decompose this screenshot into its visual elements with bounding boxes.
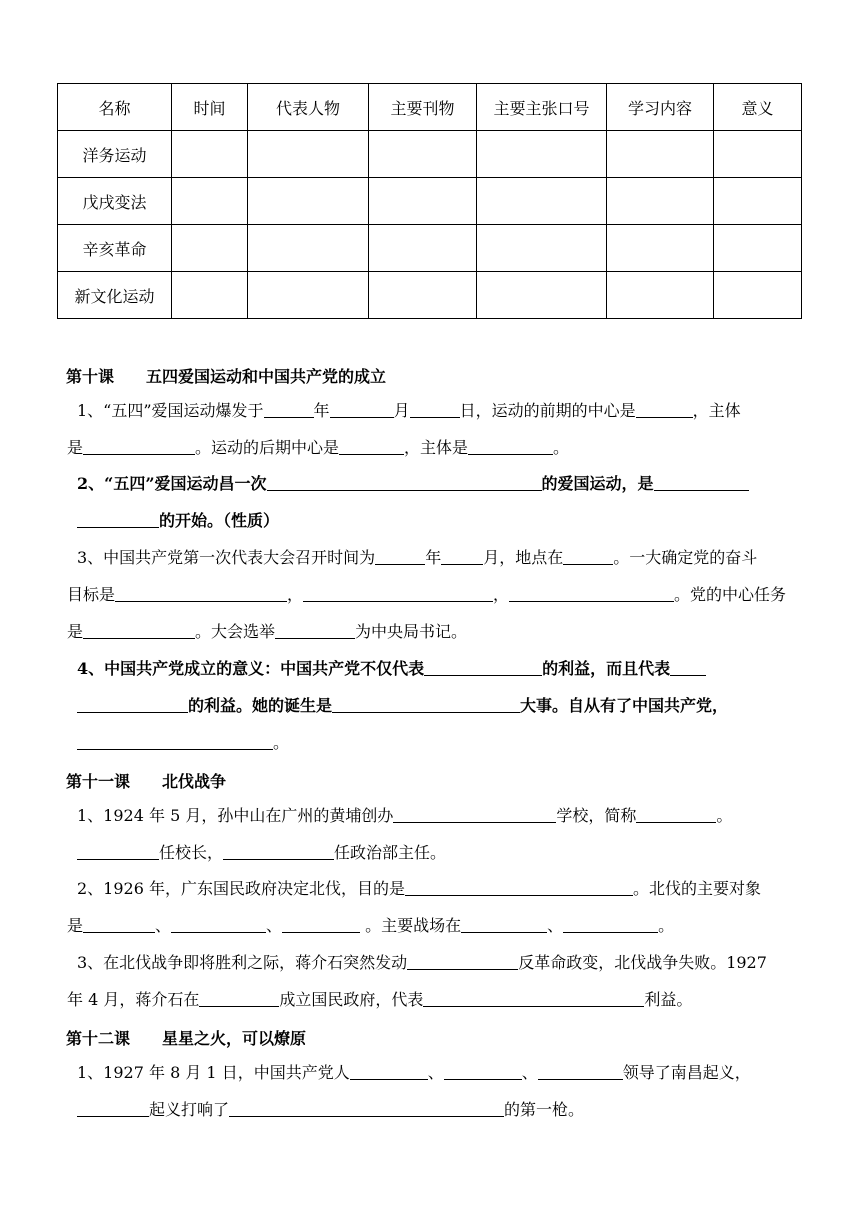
question-text: 。 bbox=[716, 806, 733, 825]
question-line bbox=[77, 1100, 584, 1120]
question-text: 为中央局书记。 bbox=[355, 622, 468, 641]
fill-blank[interactable] bbox=[171, 916, 266, 933]
lesson-title: 北伐战争 bbox=[162, 772, 227, 791]
header-cell: 时间 bbox=[172, 84, 248, 131]
question-text: 、 bbox=[547, 916, 564, 935]
fill-blank[interactable] bbox=[223, 843, 334, 860]
question-text: 、 bbox=[427, 1063, 444, 1082]
question-text: 的开始。（性质） bbox=[159, 511, 280, 530]
fill-blank[interactable] bbox=[509, 585, 674, 602]
question-text: ，主体 bbox=[692, 401, 741, 420]
fill-blank[interactable] bbox=[275, 622, 355, 639]
blank-cell[interactable] bbox=[248, 131, 369, 178]
fill-blank[interactable] bbox=[444, 1063, 522, 1080]
question-text: 利益。 bbox=[644, 990, 693, 1009]
fill-blank[interactable] bbox=[77, 696, 188, 713]
fill-blank[interactable] bbox=[563, 916, 658, 933]
question-text: 。运动的后期中心是 bbox=[195, 438, 340, 457]
fill-blank[interactable] bbox=[424, 659, 542, 676]
question-text: 是 bbox=[67, 916, 84, 935]
question-text: 、 bbox=[266, 916, 283, 935]
fill-blank[interactable] bbox=[654, 474, 749, 491]
blank-cell[interactable] bbox=[248, 272, 369, 319]
fill-blank[interactable] bbox=[636, 401, 693, 418]
question-text: 任政治部主任。 bbox=[334, 843, 447, 862]
blank-cell[interactable] bbox=[714, 178, 802, 225]
fill-blank[interactable] bbox=[461, 916, 547, 933]
blank-cell[interactable] bbox=[477, 272, 607, 319]
row-label: 洋务运动 bbox=[58, 131, 172, 178]
blank-cell[interactable] bbox=[172, 272, 248, 319]
question-line bbox=[77, 953, 767, 973]
fill-blank[interactable] bbox=[282, 916, 360, 933]
question-text: 。党的中心任务 bbox=[674, 585, 787, 604]
question-text: 是 bbox=[67, 438, 84, 457]
question-line bbox=[67, 438, 569, 458]
fill-blank[interactable] bbox=[339, 438, 404, 455]
question-line bbox=[77, 843, 446, 863]
fill-blank[interactable] bbox=[77, 1100, 149, 1117]
question-line bbox=[77, 659, 706, 679]
table-row bbox=[58, 178, 802, 225]
question-text: 的利益。她的诞生是 bbox=[188, 696, 333, 715]
question-text: 。主要战场在 bbox=[360, 916, 462, 935]
question-text: 领导了南昌起义， bbox=[622, 1063, 751, 1082]
fill-blank[interactable] bbox=[407, 953, 518, 970]
question-text: 。大会选举 bbox=[195, 622, 276, 641]
blank-cell[interactable] bbox=[477, 178, 607, 225]
question-line bbox=[67, 622, 467, 642]
lesson-number: 第十一课 bbox=[66, 772, 131, 791]
blank-cell[interactable] bbox=[607, 131, 714, 178]
fill-blank[interactable] bbox=[77, 843, 159, 860]
fill-blank[interactable] bbox=[77, 733, 273, 750]
fill-blank[interactable] bbox=[441, 548, 483, 565]
question-text: 。一大确定党的奋斗 bbox=[613, 548, 758, 567]
question-text: 大事。自从有了中国共产党， bbox=[520, 696, 729, 715]
table-row bbox=[58, 272, 802, 319]
question-text: 1、“五四”爱国运动爆发于 bbox=[77, 401, 264, 420]
lesson-number: 第十二课 bbox=[66, 1029, 131, 1048]
fill-blank[interactable] bbox=[393, 806, 556, 823]
question-text: 月，地点在 bbox=[483, 548, 564, 567]
fill-blank[interactable] bbox=[670, 659, 706, 676]
question-text: 月 bbox=[393, 401, 410, 420]
blank-cell[interactable] bbox=[607, 225, 714, 272]
blank-cell[interactable] bbox=[172, 178, 248, 225]
question-text: 起义打响了 bbox=[149, 1100, 230, 1119]
lesson-12-heading bbox=[66, 1026, 306, 1049]
question-text: 成立国民政府，代表 bbox=[279, 990, 424, 1009]
question-text: 。 bbox=[273, 733, 290, 752]
blank-cell[interactable] bbox=[172, 225, 248, 272]
fill-blank[interactable] bbox=[423, 990, 644, 1007]
question-text: 的第一枪。 bbox=[504, 1100, 585, 1119]
question-text: ， bbox=[287, 585, 304, 604]
blank-cell[interactable] bbox=[477, 225, 607, 272]
question-text: 、 bbox=[155, 916, 172, 935]
table-header-row bbox=[58, 84, 802, 131]
lesson-title: 五四爱国运动和中国共产党的成立 bbox=[146, 367, 387, 386]
question-line bbox=[77, 474, 749, 494]
question-text: 。北伐的主要对象 bbox=[633, 879, 762, 898]
fill-blank[interactable] bbox=[83, 916, 155, 933]
fill-blank[interactable] bbox=[563, 548, 613, 565]
question-text: ，主体是 bbox=[404, 438, 469, 457]
blank-cell[interactable] bbox=[369, 178, 477, 225]
table-row bbox=[58, 131, 802, 178]
question-text: 。 bbox=[658, 916, 675, 935]
question-text: 2、“五四”爱国运动昌一次 bbox=[77, 474, 267, 493]
question-text: 年 bbox=[313, 401, 330, 420]
fill-blank[interactable] bbox=[332, 696, 520, 713]
row-label: 戊戌变法 bbox=[58, 178, 172, 225]
question-text: 是 bbox=[67, 622, 84, 641]
table-row bbox=[58, 225, 802, 272]
blank-cell[interactable] bbox=[248, 178, 369, 225]
fill-blank[interactable] bbox=[267, 474, 542, 491]
comparison-table bbox=[57, 83, 802, 319]
header-cell: 学习内容 bbox=[607, 84, 714, 131]
fill-blank[interactable] bbox=[410, 401, 460, 418]
question-text: 。 bbox=[553, 438, 570, 457]
fill-blank[interactable] bbox=[350, 1063, 428, 1080]
blank-cell[interactable] bbox=[369, 272, 477, 319]
question-line bbox=[77, 879, 761, 899]
blank-cell[interactable] bbox=[607, 272, 714, 319]
blank-cell[interactable] bbox=[714, 131, 802, 178]
question-line bbox=[77, 1063, 751, 1083]
question-line bbox=[77, 696, 728, 716]
lesson-10-heading bbox=[66, 364, 386, 387]
fill-blank[interactable] bbox=[330, 401, 394, 418]
fill-blank[interactable] bbox=[468, 438, 553, 455]
question-text: 2、1926 年，广东国民政府决定北伐，目的是 bbox=[77, 879, 405, 898]
question-line bbox=[77, 806, 732, 826]
question-text: 3、中国共产党第一次代表大会召开时间为 bbox=[77, 548, 376, 567]
question-line bbox=[77, 733, 289, 753]
fill-blank[interactable] bbox=[375, 548, 425, 565]
header-cell: 意义 bbox=[714, 84, 802, 131]
question-line bbox=[77, 401, 741, 421]
question-text: 年 bbox=[425, 548, 442, 567]
row-label: 新文化运动 bbox=[58, 272, 172, 319]
fill-blank[interactable] bbox=[636, 806, 716, 823]
header-cell: 主要主张口号 bbox=[477, 84, 607, 131]
question-text: 学校，简称 bbox=[556, 806, 637, 825]
question-line bbox=[67, 990, 692, 1010]
fill-blank[interactable] bbox=[405, 879, 633, 896]
header-cell: 主要刊物 bbox=[369, 84, 477, 131]
question-text: 、 bbox=[521, 1063, 538, 1082]
lesson-title: 星星之火，可以燎原 bbox=[162, 1029, 307, 1048]
fill-blank[interactable] bbox=[199, 990, 279, 1007]
header-cell: 代表人物 bbox=[248, 84, 369, 131]
fill-blank[interactable] bbox=[303, 585, 493, 602]
question-text: 年 4 月，蒋介石在 bbox=[67, 990, 200, 1009]
fill-blank[interactable] bbox=[83, 438, 195, 455]
blank-cell[interactable] bbox=[714, 225, 802, 272]
question-text: 4、中国共产党成立的意义：中国共产党不仅代表 bbox=[77, 659, 425, 678]
blank-cell[interactable] bbox=[172, 131, 248, 178]
fill-blank[interactable] bbox=[77, 511, 159, 528]
fill-blank[interactable] bbox=[115, 585, 287, 602]
row-label: 辛亥革命 bbox=[58, 225, 172, 272]
question-text: 的爱国运动，是 bbox=[541, 474, 654, 493]
fill-blank[interactable] bbox=[83, 622, 195, 639]
question-text: 日，运动的前期的中心是 bbox=[459, 401, 636, 420]
fill-blank[interactable] bbox=[229, 1100, 504, 1117]
question-text: ， bbox=[493, 585, 510, 604]
question-line bbox=[77, 511, 279, 531]
question-line bbox=[77, 548, 757, 568]
fill-blank[interactable] bbox=[264, 401, 314, 418]
header-cell: 名称 bbox=[58, 84, 172, 131]
lesson-11-heading bbox=[66, 769, 226, 792]
question-text: 目标是 bbox=[67, 585, 116, 604]
question-text: 1、1927 年 8 月 1 日，中国共产党人 bbox=[77, 1063, 350, 1082]
question-text: 反革命政变，北伐战争失败。1927 bbox=[518, 953, 767, 972]
fill-blank[interactable] bbox=[538, 1063, 623, 1080]
question-text: 3、在北伐战争即将胜利之际，蒋介石突然发动 bbox=[77, 953, 408, 972]
blank-cell[interactable] bbox=[607, 178, 714, 225]
question-text: 1、1924 年 5 月，孙中山在广州的黄埔创办 bbox=[77, 806, 394, 825]
question-line bbox=[67, 585, 786, 605]
blank-cell[interactable] bbox=[369, 131, 477, 178]
question-text: 的利益，而且代表 bbox=[542, 659, 671, 678]
blank-cell[interactable] bbox=[477, 131, 607, 178]
blank-cell[interactable] bbox=[369, 225, 477, 272]
lesson-number: 第十课 bbox=[66, 367, 115, 386]
question-text: 任校长， bbox=[159, 843, 224, 862]
blank-cell[interactable] bbox=[248, 225, 369, 272]
question-line bbox=[67, 916, 674, 936]
blank-cell[interactable] bbox=[714, 272, 802, 319]
